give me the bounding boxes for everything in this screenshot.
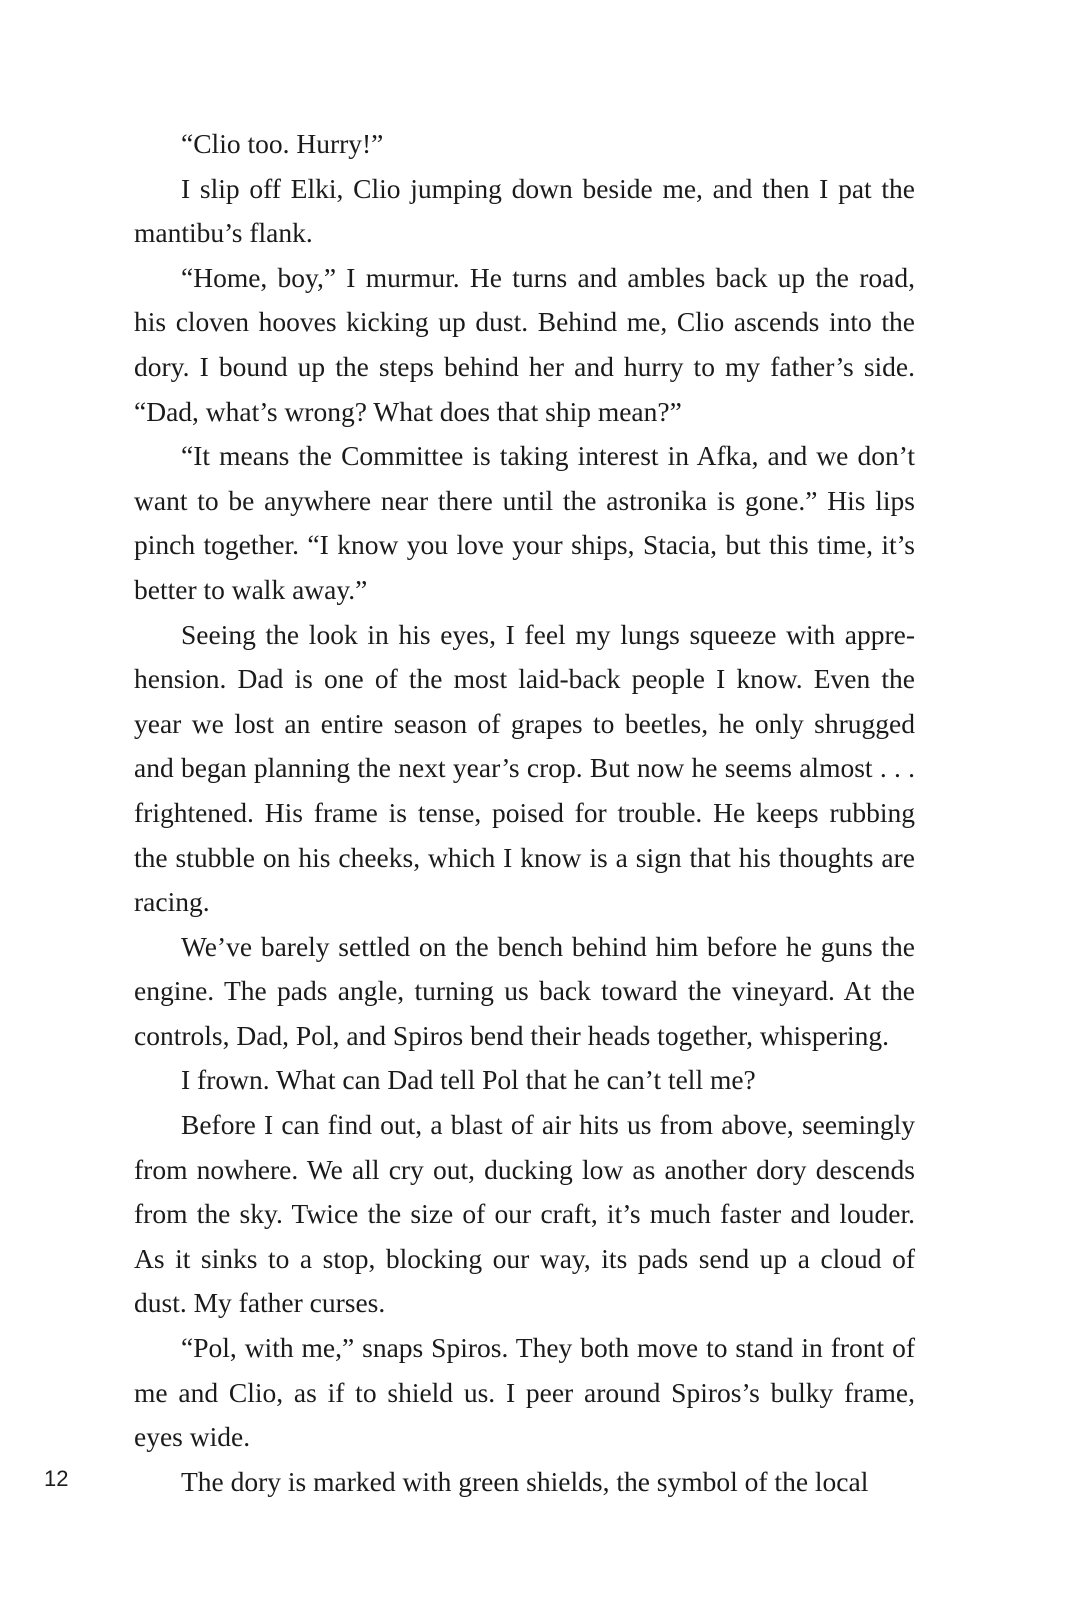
paragraph-10: The dory is marked with green shields, the symbol of the local <box>181 1465 869 1497</box>
paragraph-1: “Clio too. Hurry!” <box>181 128 384 159</box>
paragraph-9: “Pol, with me,” snaps Spiros. They both move to stand in front of me and Clio, as if to shield us. I peer around Spiros’s bulky frame, eyes wide. <box>134 1332 915 1453</box>
paragraph-2: I slip off Elki, Clio jumping down beside me, and then I pat the mantibu’s flank. <box>134 172 915 249</box>
paragraph-8: Before I can find out, a blast of air hits us from above, seemingly from nowhere. We all cry out, ducking low as another dory descends from the sky. Twice the size of our craft, it’s much faster and louder. As it sinks to a stop, blocking our way, its pads send up a cloud of dust. My father curses. <box>134 1109 915 1319</box>
paragraph-5: Seeing the look in his eyes, I feel my lungs squeeze with apprehension. Dad is one of the most laid-back people I know. Even the year we lost an entire season of grapes to beetles, he only shrugged and began planning the next year’s crop. But now he seems almost . . . frightened. His frame is tense, poised for trouble. He keeps rubbing the stubble on his cheeks, which I know is a sign that his thoughts are racing. <box>134 618 915 918</box>
paragraph-6: We’ve barely settled on the bench behind him before he guns the engine. The pads angle, turning us back toward the vineyard. At the controls, Dad, Pol, and Spiros bend their heads together, whispering. <box>134 930 915 1051</box>
page-number: 12 <box>44 1466 69 1491</box>
paragraph-3: “Home, boy,” I murmur. He turns and ambles back up the road, his cloven hooves kicking up dust. Behind me, Clio ascends into the dory. I bound up the steps behind her and hurry to my father’s side. “Dad, what’s wrong? What does that ship mean?” <box>134 261 915 427</box>
paragraph-7: I frown. What can Dad tell Pol that he can’t tell me? <box>181 1064 756 1096</box>
paragraph-4: “It means the Committee is taking interest in Afka, and we don’t want to be anywhere near there until the astronika is gone.” His lips pinch together. “I know you love your ships, Stacia, but this time, it’s better to walk away.” <box>134 440 915 605</box>
body-text <box>134 122 915 1504</box>
